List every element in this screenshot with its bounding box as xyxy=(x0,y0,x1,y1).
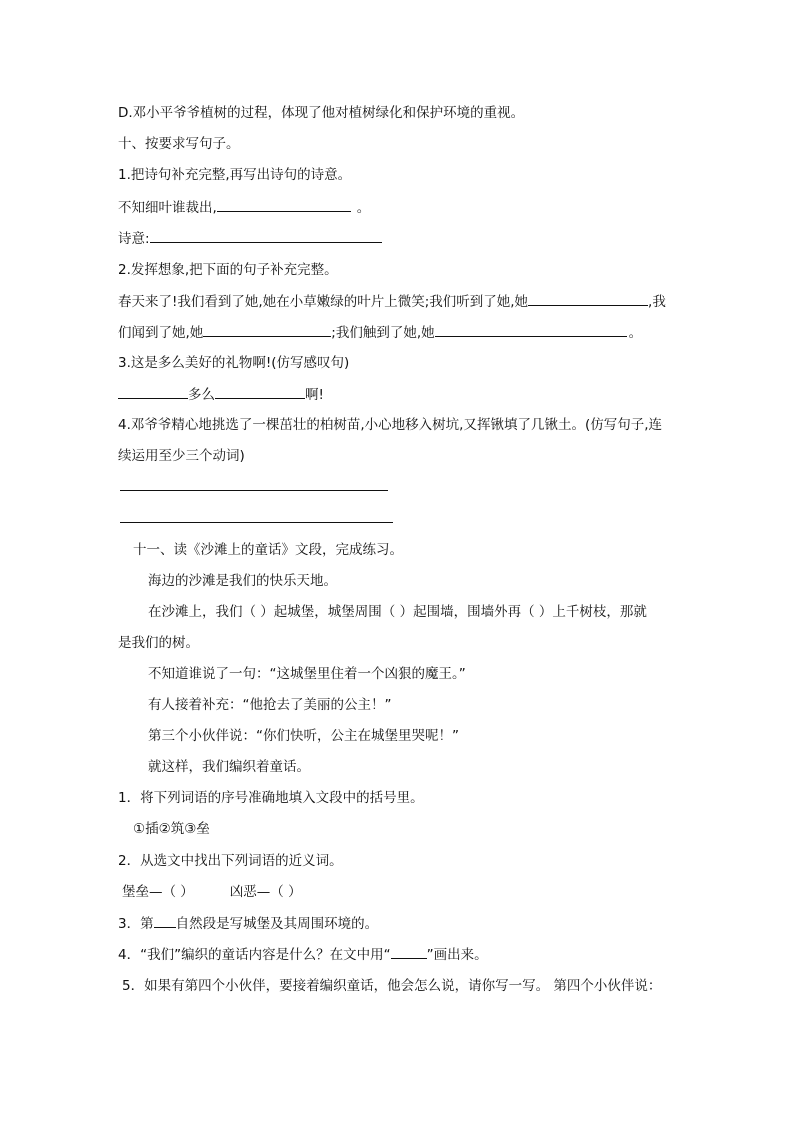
underline-sample xyxy=(391,944,427,959)
passage-paragraph-2-line-1: 在沙滩上，我们（ ）起城堡，城堡周围（ ）起围墙，围墙外再（ ）上千树枝，那就 xyxy=(148,604,647,620)
spring-blank-3[interactable] xyxy=(435,322,627,337)
passage-paragraph-2-line-2: 是我们的树。 xyxy=(118,635,199,651)
section-11-title: 十一、读《沙滩上的童话》文段，完成练习。 xyxy=(133,542,403,558)
spring-sentence-line-1 xyxy=(118,291,666,312)
exercise-3-suffix: 自然段是写城堡及其周围环境的。 xyxy=(175,916,379,932)
spring-part-4: ;我们触到了她,她 xyxy=(331,325,435,341)
question-2-prompt: 2.发挥想象,把下面的句子补充完整。 xyxy=(118,262,338,278)
poem-meaning-line xyxy=(118,228,382,249)
spring-part-3: 们闻到了她,她 xyxy=(118,325,204,341)
passage-paragraph-1: 海边的沙滩是我们的快乐天地。 xyxy=(148,573,337,589)
meaning-answer-blank[interactable] xyxy=(150,228,382,243)
exercise-5-prompt: 5．如果有第四个小伙伴，要接着编织童话，他会怎么说，请你写一写。 第四个小伙伴说： xyxy=(122,978,662,994)
spring-part-5: 。 xyxy=(628,325,643,341)
exercise-3-prefix: 3．第 xyxy=(118,916,154,932)
exercise-4-suffix: ”画出来。 xyxy=(426,947,488,963)
exclamation-end: 啊! xyxy=(305,387,324,403)
spring-blank-1[interactable] xyxy=(528,291,648,306)
poem-prefix: 不知细叶谁裁出, xyxy=(118,200,217,216)
paragraph-number-blank[interactable] xyxy=(154,913,176,928)
synonym-word-2: 凶恶—（ ） xyxy=(229,884,302,900)
exercise-4-line xyxy=(118,944,488,965)
spring-sentence-line-2 xyxy=(118,322,642,343)
exercise-1-prompt: 1．将下列词语的序号准确地填入文段中的括号里。 xyxy=(118,790,424,806)
section-10-title: 十、按要求写句子。 xyxy=(118,136,240,152)
answer-rule-2[interactable] xyxy=(120,522,393,523)
question-1-prompt: 1.把诗句补充完整,再写出诗句的诗意。 xyxy=(118,167,352,183)
question-4-prompt-line-1: 4.邓爷爷精心地挑选了一棵茁壮的柏树苗,小心地移入树坑,又挥锹填了几锹土。(仿写句子,连 xyxy=(118,417,663,433)
exclamation-mid: 多么 xyxy=(188,387,215,403)
exercise-1-options: ①插②筑③垒 xyxy=(133,821,210,837)
synonym-line xyxy=(122,882,302,902)
passage-paragraph-3: 不知道谁说了一句：“这城堡里住着一个凶狠的魔王。” xyxy=(148,666,466,682)
spring-part-2: ,我 xyxy=(648,294,666,310)
meaning-label: 诗意: xyxy=(118,231,150,247)
passage-paragraph-5: 第三个小伙伴说：“你们快听，公主在城堡里哭呢！” xyxy=(148,728,459,744)
poem-line xyxy=(118,197,370,218)
exclamation-blank-2[interactable] xyxy=(215,384,305,399)
exercise-2-prompt: 2．从选文中找出下列词语的近义词。 xyxy=(118,853,343,869)
spring-part-1: 春天来了!我们看到了她,她在小草嫩绿的叶片上微笑;我们听到了她,她 xyxy=(118,294,529,310)
exclamation-blank-1[interactable] xyxy=(118,384,188,399)
exercise-4-prefix: 4．“我们”编织的童话内容是什么？在文中用“ xyxy=(118,947,391,963)
answer-rule-1[interactable] xyxy=(120,490,388,491)
exercise-3-line xyxy=(118,913,378,934)
passage-paragraph-4: 有人接着补充：“他抢去了美丽的公主！” xyxy=(148,697,392,713)
poem-suffix: 。 xyxy=(356,200,371,216)
poem-answer-blank[interactable] xyxy=(217,197,351,212)
question-3-prompt: 3.这是多么美好的礼物啊!(仿写感叹句) xyxy=(118,355,350,371)
exclamation-line xyxy=(118,384,324,405)
passage-paragraph-6: 就这样，我们编织着童话。 xyxy=(148,759,310,775)
synonym-word-1: 堡垒—（ ） xyxy=(122,884,194,900)
spring-blank-2[interactable] xyxy=(203,322,331,337)
option-d: D.邓小平爷爷植树的过程，体现了他对植树绿化和保护环境的重视。 xyxy=(118,105,525,121)
question-4-prompt-line-2: 续运用至少三个动词) xyxy=(118,448,245,464)
